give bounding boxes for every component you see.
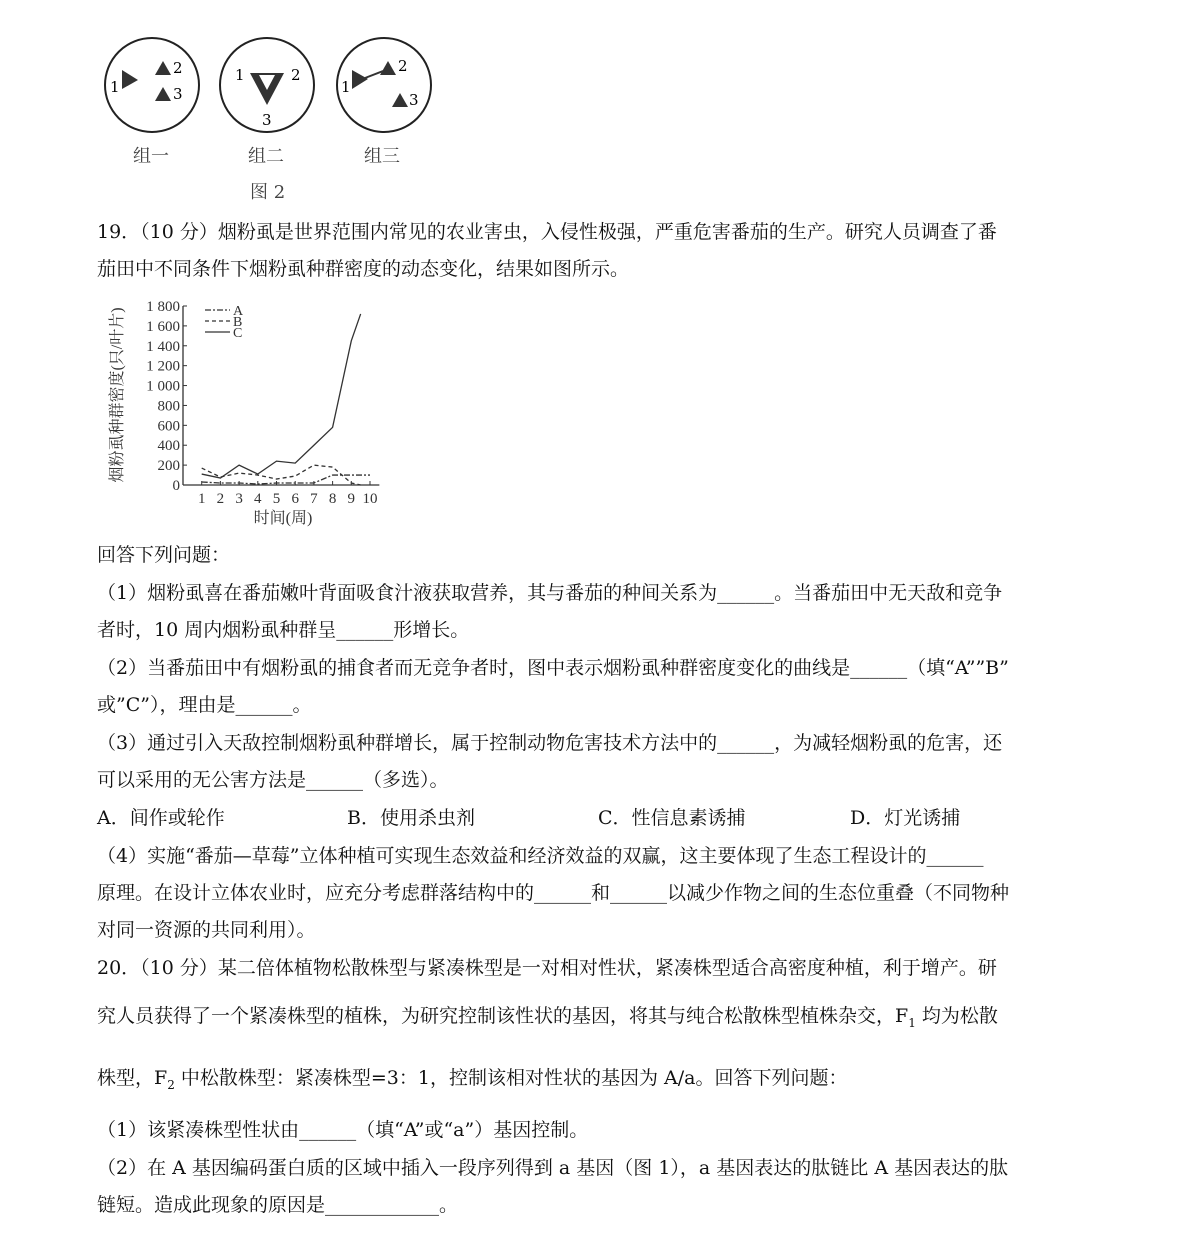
q19-line: 者时，10 周内烟粉虱种群呈______形增长。 xyxy=(97,619,470,641)
svg-text:1: 1 xyxy=(341,78,351,96)
svg-text:2: 2 xyxy=(291,66,301,84)
option-c: C．性信息素诱捕 xyxy=(598,807,746,829)
y-tick-label: 1 600 xyxy=(146,318,180,335)
q19-line: （4）实施“番茄—草莓”立体种植可实现生态效益和经济效益的双赢，这主要体现了生态工程设计的______ xyxy=(97,845,984,867)
y-axis-label: 烟粉虱种群密度(只/叶片) xyxy=(109,307,126,483)
q20-sub-1: （1）该紧凑株型性状由______（填“A”或“a”）基因控制。 xyxy=(97,1119,589,1141)
q20-sub-2a: （2）在 A 基因编码蛋白质的区域中插入一段序列得到 a 基因（图 1），a 基因表达的肽链比 A 基因表达的肽 xyxy=(97,1157,1009,1179)
population-density-chart xyxy=(100,290,400,530)
y-tick-label: 1 800 xyxy=(146,299,180,315)
x-tick-label: 5 xyxy=(272,491,281,507)
x-axis-label: 时间(周) xyxy=(253,510,313,527)
q20-line-3: 株型，$F_2$ 中松散株型：紧凑株型=3：1，控制该相对性状的基因为 A/a。回答下列问题： xyxy=(97,1067,848,1092)
q19-line: （3）通过引入天敌控制烟粉虱种群增长，属于控制动物危害技术方法中的______，为减轻烟粉虱的危害，还 xyxy=(97,732,1003,754)
figure-2 xyxy=(95,35,445,205)
q19-line: 可以采用的无公害方法是______（多选）。 xyxy=(97,769,449,791)
y-tick-label: 1 400 xyxy=(146,338,180,355)
svg-text:1: 1 xyxy=(110,78,120,96)
answer-prompt: 回答下列问题： xyxy=(97,544,231,566)
x-tick-label: 10 xyxy=(362,491,378,507)
svg-text:2: 2 xyxy=(173,59,183,77)
option-d: D．灯光诱捕 xyxy=(850,807,961,829)
q19-line: 或”C”），理由是______。 xyxy=(97,694,312,716)
q20-line-2: 究人员获得了一个紧凑株型的植株，为研究控制该性状的基因，将其与纯合松散株型植株杂交，$F_1$ 均为松散 xyxy=(97,1005,998,1030)
y-tick-label: 1 200 xyxy=(146,358,180,375)
series-line-c xyxy=(202,314,361,478)
x-tick-label: 8 xyxy=(328,491,337,507)
q20-sub-2b: 链短。造成此现象的原因是____________。 xyxy=(97,1194,459,1216)
legend-label-c: C xyxy=(233,326,243,341)
y-tick-label: 1 000 xyxy=(146,378,180,395)
group-2-label: 组二 xyxy=(248,146,284,167)
svg-text:1: 1 xyxy=(235,66,245,84)
q19-line: （1）烟粉虱喜在番茄嫩叶背面吸食汁液获取营养，其与番茄的种间关系为______。当番茄田中无天敌和竞争 xyxy=(97,582,1003,604)
legend-label-b: B xyxy=(233,315,243,330)
q20-line-1: 20．（10 分）某二倍体植物松散株型与紧凑株型是一对相对性状，紧凑株型适合高密度种植，利于增产。研 xyxy=(97,957,997,979)
x-tick-label: 2 xyxy=(216,491,225,507)
y-tick-label: 600 xyxy=(157,418,180,435)
legend-label-a: A xyxy=(233,304,244,319)
svg-text:3: 3 xyxy=(173,85,183,103)
series-line-a xyxy=(202,475,370,484)
figure-caption: 图 2 xyxy=(250,182,286,203)
group-2-diagram xyxy=(220,38,314,132)
x-tick-label: 9 xyxy=(347,491,356,507)
group-3-diagram xyxy=(337,38,431,132)
x-tick-label: 6 xyxy=(291,491,299,507)
svg-text:2: 2 xyxy=(398,57,408,75)
svg-text:3: 3 xyxy=(409,91,419,109)
y-tick-label: 0 xyxy=(172,478,180,494)
x-tick-label: 7 xyxy=(310,491,318,507)
option-b: B．使用杀虫剂 xyxy=(347,807,475,829)
x-tick-label: 1 xyxy=(197,491,206,507)
q19-line: 对同一资源的共同利用）。 xyxy=(97,919,316,941)
group-1-label: 组一 xyxy=(133,146,169,167)
x-tick-label: 3 xyxy=(235,491,243,507)
q19-line: 原理。在设计立体农业时，应充分考虑群落结构中的______和______以减少作物之间的生态位重叠（不同物种 xyxy=(97,882,1010,904)
q19-line: （2）当番茄田中有烟粉虱的捕食者而无竞争者时，图中表示烟粉虱种群密度变化的曲线是______（填“A””B” xyxy=(97,657,1009,679)
q19-intro-1: 19．（10 分）烟粉虱是世界范围内常见的农业害虫，入侵性极强，严重危害番茄的生产。研究人员调查了番 xyxy=(97,221,997,243)
x-tick-label: 4 xyxy=(254,491,262,507)
group-1-diagram xyxy=(105,38,199,132)
option-a: A．间作或轮作 xyxy=(97,807,225,829)
y-tick-label: 200 xyxy=(157,458,180,475)
svg-text:3: 3 xyxy=(262,111,272,129)
y-tick-label: 400 xyxy=(157,438,180,455)
y-tick-label: 800 xyxy=(157,398,180,415)
group-3-label: 组三 xyxy=(364,146,400,167)
q19-intro-2: 茄田中不同条件下烟粉虱种群密度的动态变化，结果如图所示。 xyxy=(97,258,630,280)
